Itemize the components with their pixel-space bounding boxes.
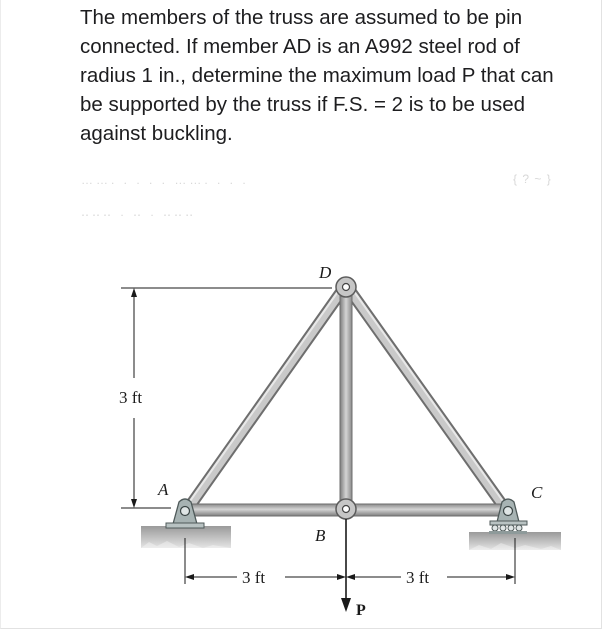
joint-label-c: C: [531, 483, 543, 502]
faint-text-line: { ? ~ }: [513, 172, 552, 186]
load-label: P: [356, 602, 366, 619]
member-dc: [346, 283, 510, 513]
joint-d: [336, 277, 356, 297]
joint-label-b: B: [315, 526, 326, 545]
joint-label-d: D: [319, 263, 332, 282]
joint-label-a: A: [158, 480, 169, 499]
truss-figure: [1, 0, 609, 638]
horizontal-dimension: [185, 538, 515, 584]
problem-statement: The members of the truss are assumed to be pin connected. If member AD is an A992 steel rod of radius 1 in., determine the maximum load P that can be supported by the truss if F.S. = 2 is to be used against buckling.: [80, 6, 554, 145]
member-ad: [183, 283, 346, 513]
load-arrow: [341, 519, 351, 612]
faint-text-line: ‥‥‥ . ‥ . ‥‥‥: [81, 205, 197, 219]
faint-text-line: ……. . . . . ……. . . .: [81, 173, 249, 187]
ground-left: [141, 526, 231, 548]
joint-b: [336, 499, 356, 519]
right-span-label: 3 ft: [406, 568, 430, 587]
left-span-label: 3 ft: [242, 568, 266, 587]
height-label: 3 ft: [119, 388, 143, 407]
vertical-dimension: [121, 288, 332, 508]
member-db: [340, 287, 352, 509]
